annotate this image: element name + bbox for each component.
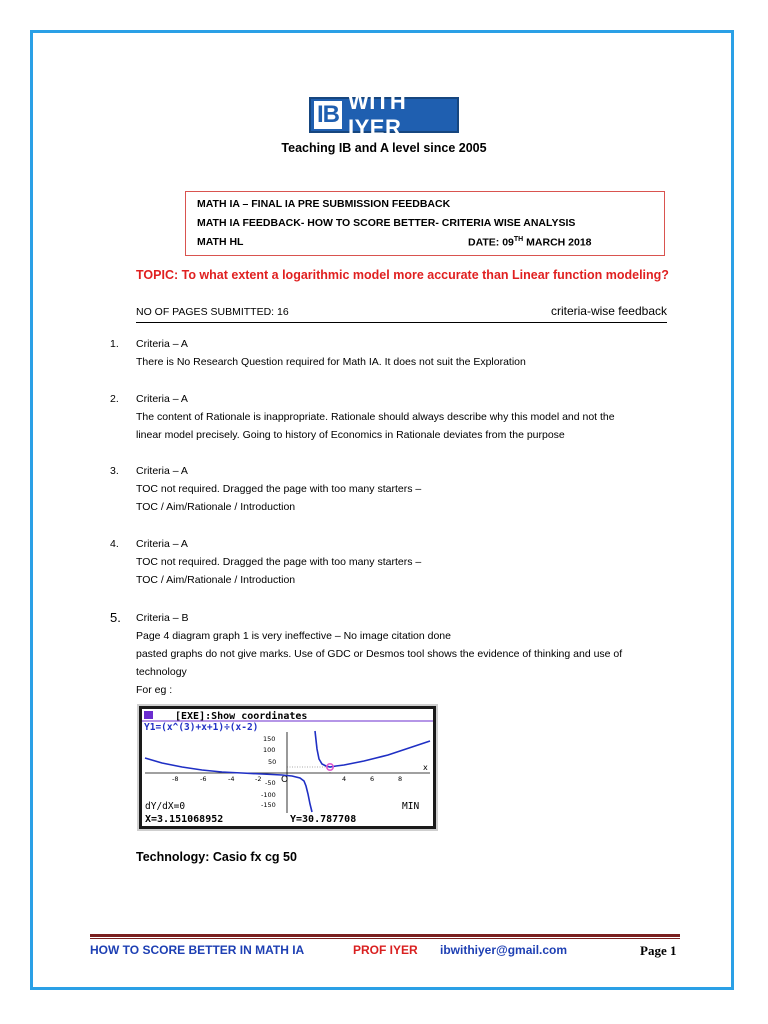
y-tick: -50: [265, 779, 276, 787]
gdc-screen: [142, 709, 433, 826]
header-date: DATE: 09TH MARCH 2018: [468, 236, 592, 249]
x-tick: -2: [255, 775, 262, 783]
feedback-text: pasted graphs do not give marks. Use of GDC or Desmos tool shows the evidence of thinking and use of: [136, 648, 623, 660]
feedback-text: TOC not required. Dragged the page with too many starters –: [136, 483, 422, 495]
origin-label: O: [281, 775, 289, 785]
feedback-text: For eg :: [136, 684, 173, 696]
criteria-label: Criteria – A: [136, 338, 188, 350]
gdc-header: [EXE]:Show coordinates: [175, 711, 308, 722]
x-tick: -4: [228, 775, 235, 783]
topic-heading: TOPIC: To what extent a logarithmic model more accurate than Linear function modeling?: [136, 268, 669, 282]
logo-text: WITH IYER: [348, 89, 407, 140]
technology-label: Technology: Casio fx cg 50: [136, 850, 297, 864]
feedback-text: The content of Rationale is inappropriate. Rationale should always describe why this model and not the: [136, 411, 615, 423]
footer-rule: [90, 934, 680, 937]
feedback-label: criteria-wise feedback: [550, 304, 667, 318]
feedback-item-3: 3. Criteria – A TOC not required. Dragged the page with too many starters – TOC / Aim/Rationale / Introduction: [110, 462, 670, 516]
feedback-item-5: 5. Criteria – B Page 4 diagram graph 1 is very ineffective – No image citation done pasted graphs do not give marks. Use of GDC or Desmos tool shows the evidence of thinking and use of technology For eg :: [110, 609, 670, 699]
feedback-text: TOC not required. Dragged the page with too many starters –: [136, 556, 422, 568]
gdc-screenshot: [137, 704, 438, 831]
feedback-text: TOC / Aim/Rationale / Introduction: [136, 501, 296, 513]
pages-submitted: NO OF PAGES SUBMITTED: 16: [136, 306, 289, 318]
ib-with-iyer-logo: [309, 89, 459, 140]
x-tick: -8: [172, 775, 179, 783]
header-line-1: MATH IA – FINAL IA PRE SUBMISSION FEEDBACK: [197, 198, 451, 210]
x-tick: 6: [370, 775, 375, 783]
y-tick: 150: [263, 735, 276, 743]
header-box: [185, 191, 665, 256]
criteria-label: Criteria – A: [136, 465, 188, 477]
feedback-text: linear model precisely. Going to history of Economics in Rationale deviates from the purpose: [136, 429, 565, 441]
footer-rule-thin: [90, 938, 680, 939]
menu-icon: [144, 711, 153, 719]
y-tick: -150: [261, 801, 276, 809]
mode-readout: MIN: [402, 801, 420, 812]
y-tick: 100: [263, 746, 276, 754]
feedback-text: TOC / Aim/Rationale / Introduction: [136, 574, 296, 586]
tagline: Teaching IB and A level since 2005: [281, 141, 487, 155]
feedback-text: technology: [136, 666, 187, 678]
x-tick: 4: [342, 775, 347, 783]
criteria-label: Criteria – B: [136, 612, 189, 624]
logo-ib-mark: IB: [314, 101, 342, 129]
feedback-text: Page 4 diagram graph 1 is very ineffective – No image citation done: [136, 630, 451, 642]
x-tick: 8: [398, 775, 403, 783]
x-coordinate-readout: X=3.151068952: [145, 814, 224, 825]
gdc-function: Y1=(x^(3)+x+1)÷(x-2): [144, 722, 259, 733]
x-tick: -6: [200, 775, 207, 783]
footer-author: PROF IYER: [353, 943, 418, 957]
y-tick: -100: [261, 791, 276, 799]
y-coordinate-readout: Y=30.787708: [290, 814, 357, 825]
feedback-text: There is No Research Question required for Math IA. It does not suit the Exploration: [136, 356, 526, 368]
page-number: Page 1: [640, 943, 677, 958]
x-axis-label: x: [423, 763, 428, 772]
derivative-readout: dY/dX=0: [145, 801, 186, 812]
y-tick: 50: [268, 758, 277, 766]
pages-submitted-row: [136, 306, 667, 323]
header-line-2: MATH IA FEEDBACK- HOW TO SCORE BETTER- CRITERIA WISE ANALYSIS: [197, 217, 576, 229]
footer-email: ibwithiyer@gmail.com: [440, 943, 568, 957]
footer-title: HOW TO SCORE BETTER IN MATH IA: [90, 943, 305, 957]
criteria-label: Criteria – A: [136, 538, 188, 550]
criteria-label: Criteria – A: [136, 393, 188, 405]
feedback-item-1: 1. Criteria – A There is No Research Question required for Math IA. It does not suit the Exploration: [110, 335, 670, 371]
header-line-3: MATH HL: [197, 236, 244, 248]
feedback-item-2: 2. Criteria – A The content of Rationale is inappropriate. Rationale should always describe why this model and not the linear model precisely. Going to history of Economics in Rationale deviates from the purpose: [110, 390, 670, 444]
feedback-item-4: 4. Criteria – A TOC not required. Dragged the page with too many starters – TOC / Aim/Rationale / Introduction: [110, 535, 670, 589]
